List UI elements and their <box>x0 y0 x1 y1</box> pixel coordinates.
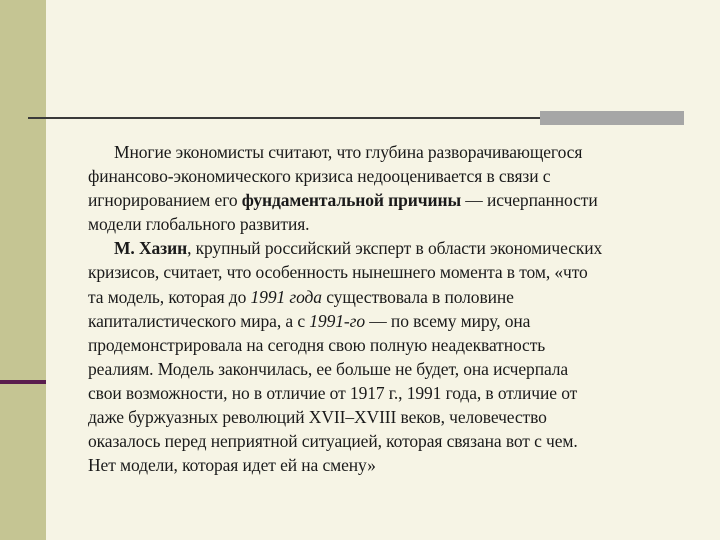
paragraph-2-line-5: продемонстрировала на сегодня свою полную неадекватность <box>88 334 546 355</box>
paragraph-2-line-2: кризисов, считает, что особенность нынешнего момента в том, «что <box>88 262 588 283</box>
paragraph-2-line-9: оказалось перед неприятной ситуацией, которая связана вот с чем. <box>88 431 578 452</box>
header-rule-line <box>28 117 540 119</box>
paragraph-2-line-1 <box>88 236 688 260</box>
paragraph-2-line-7: свои возможности, но в отличие от 1917 г., 1991 года, в отличие от <box>88 382 578 403</box>
p2-l4-text-a: капиталистического мира, а с <box>88 310 310 331</box>
author-name: М. Хазин <box>114 238 188 259</box>
p2-l1-text-b: , крупный российский эксперт в области экономических <box>187 238 603 259</box>
p2-l3-text-c: существовала в половине <box>321 286 514 307</box>
paragraph-1-line-3 <box>88 188 688 212</box>
paragraph-2-line-6: реалиям. Модель закончилась, ее больше не будет, она исчерпала <box>88 358 569 379</box>
paragraph-1-line-2: финансово-экономического кризиса недооценивается в связи с <box>88 166 551 187</box>
year-1991-italic: 1991 года <box>250 286 322 307</box>
paragraph-1-line-1: Многие экономисты считают, что глубина разворачивающегося <box>114 142 583 162</box>
paragraph-1 <box>88 140 688 236</box>
fundamental-cause-emphasis: фундаментальной причины <box>241 190 462 211</box>
left-decorative-band <box>0 0 46 540</box>
left-band-divider <box>0 380 46 384</box>
p2-l3-text-a: та модель, которая до <box>88 286 251 307</box>
paragraph-2-line-3 <box>88 285 688 309</box>
header-rule-block <box>540 111 684 125</box>
paragraph-2-line-10: Нет модели, которая идет ей на смену» <box>88 455 376 476</box>
paragraph-2-line-4 <box>88 309 688 333</box>
slide-text-body <box>88 140 688 477</box>
year-1991-go-italic: 1991-го <box>309 310 365 331</box>
p1-l3-text-c: — исчерпанности <box>461 190 598 211</box>
paragraph-1-line-4: модели глобального развития. <box>88 214 310 235</box>
p1-l3-text-a: игнорированием его <box>88 190 242 211</box>
paragraph-2 <box>88 236 688 477</box>
paragraph-2-line-8: даже буржуазных революций XVII–XVIII веков, человечество <box>88 407 547 428</box>
p2-l4-text-c: — по всему миру, она <box>364 310 531 331</box>
